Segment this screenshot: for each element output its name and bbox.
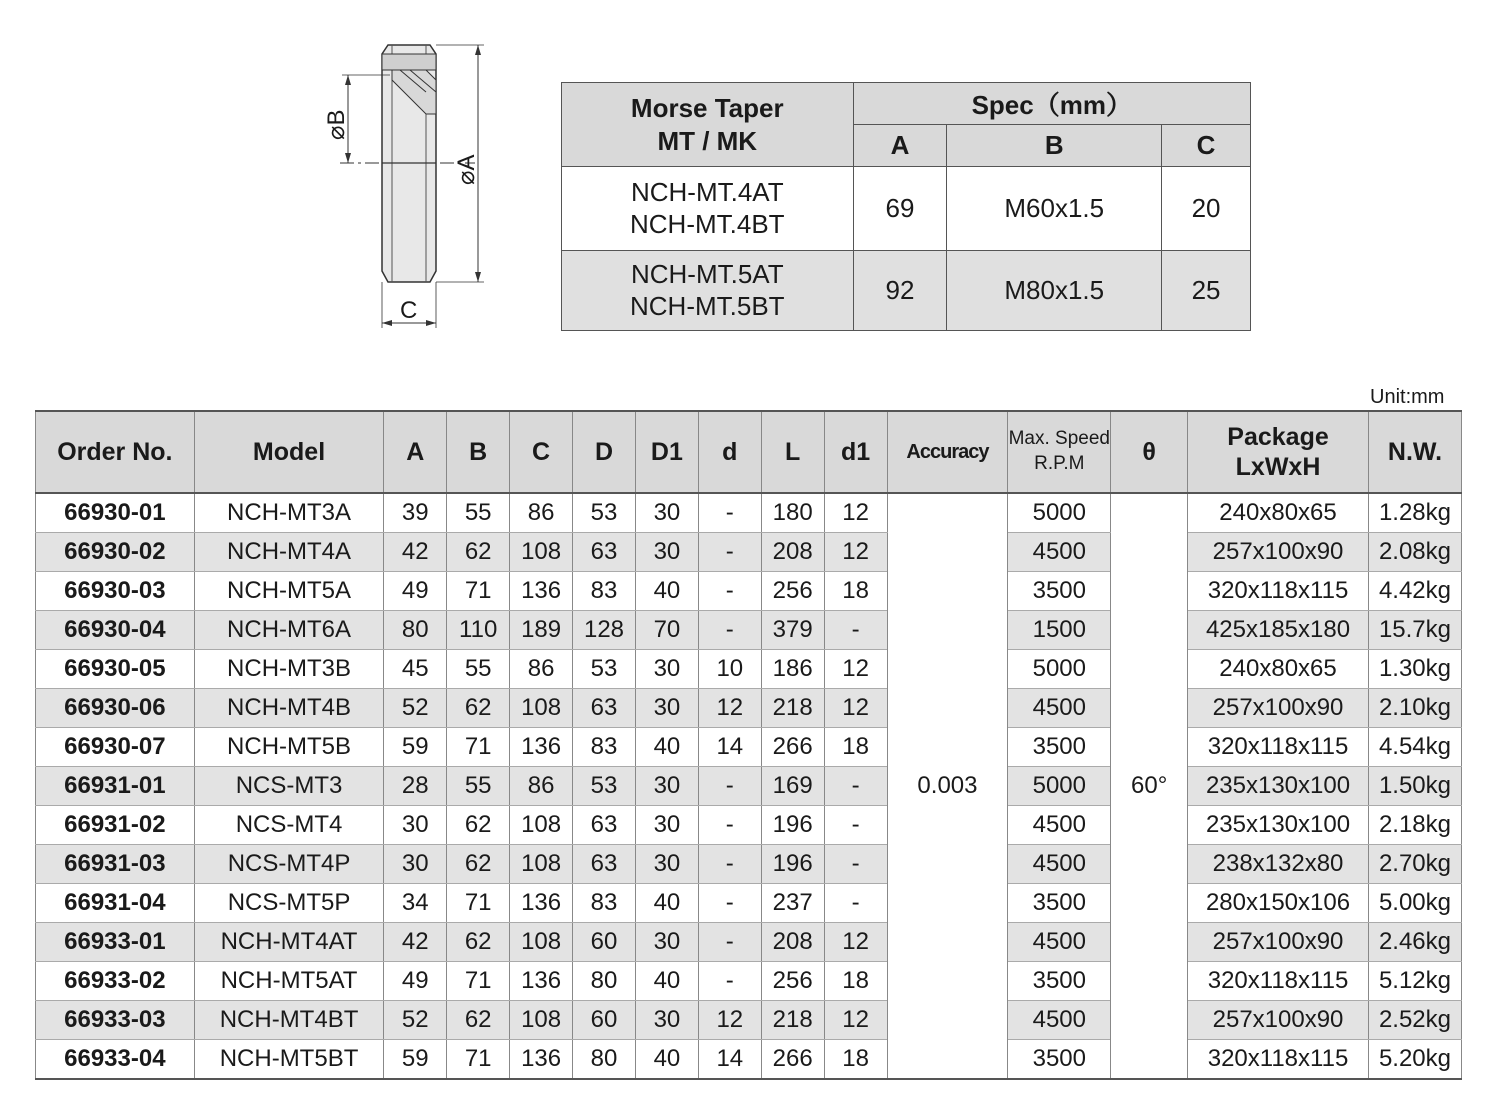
cell-l: 218: [761, 689, 824, 728]
col-package: [1188, 411, 1369, 493]
package-line2: LxWxH: [1235, 453, 1321, 481]
cell-b: 62: [447, 845, 510, 884]
cell-d1: 18: [824, 962, 887, 1001]
order-table: [35, 410, 1462, 1080]
cell-speed: 3500: [1008, 962, 1111, 1001]
cell-speed: 4500: [1008, 845, 1111, 884]
cell-d1-cap: 30: [635, 689, 698, 728]
cell-model: NCS-MT4: [194, 806, 384, 845]
spec-row: [562, 167, 1251, 251]
cell-a: 34: [384, 884, 447, 923]
table-row: [36, 533, 1462, 572]
cell-package: 320x118x115: [1188, 962, 1369, 1001]
cell-d-cap: 83: [573, 884, 636, 923]
cell-b: 55: [447, 493, 510, 533]
cell-d1: 12: [824, 533, 887, 572]
cell-d1: 18: [824, 572, 887, 611]
cell-speed: 4500: [1008, 923, 1111, 962]
col-d: d: [698, 411, 761, 493]
cell-speed: 5000: [1008, 767, 1111, 806]
cell-nw: 5.12kg: [1368, 962, 1461, 1001]
theta-value: 60°: [1111, 493, 1188, 1079]
cell-d1-cap: 30: [635, 650, 698, 689]
cell-a: 30: [384, 806, 447, 845]
cell-d: -: [698, 923, 761, 962]
morse-header-line2: MT / MK: [657, 125, 758, 156]
cell-l: 237: [761, 884, 824, 923]
cell-d1-cap: 40: [635, 962, 698, 1001]
cell-b: 55: [447, 767, 510, 806]
col-a: A: [384, 411, 447, 493]
cell-d1: 12: [824, 650, 887, 689]
table-row: [36, 493, 1462, 533]
cell-order: 66930-07: [36, 728, 195, 767]
cell-b: 55: [447, 650, 510, 689]
unit-label: Unit:mm: [1370, 386, 1445, 408]
col-c: C: [510, 411, 573, 493]
cell-order: 66933-02: [36, 962, 195, 1001]
table-row: [36, 806, 1462, 845]
cell-nw: 1.28kg: [1368, 493, 1461, 533]
cell-a: 28: [384, 767, 447, 806]
cell-b: 62: [447, 1001, 510, 1040]
cell-d-cap: 63: [573, 806, 636, 845]
cell-a: 45: [384, 650, 447, 689]
cell-nw: 2.08kg: [1368, 533, 1461, 572]
cell-a: 59: [384, 728, 447, 767]
max-speed-line1: Max. Speed: [1008, 428, 1110, 450]
cell-order: 66931-02: [36, 806, 195, 845]
cell-a: 49: [384, 572, 447, 611]
cell-d1-cap: 40: [635, 572, 698, 611]
cell-package: 235x130x100: [1188, 806, 1369, 845]
cell-d-cap: 83: [573, 572, 636, 611]
cell-model: NCH-MT4AT: [194, 923, 384, 962]
cell-a: 42: [384, 923, 447, 962]
cell-d-cap: 83: [573, 728, 636, 767]
spec-b: M80x1.5: [947, 251, 1162, 331]
dim-c-label: C: [400, 297, 418, 324]
cell-package: 240x80x65: [1188, 493, 1369, 533]
cell-a: 42: [384, 533, 447, 572]
max-speed-line2: R.P.M: [1034, 453, 1085, 474]
cell-speed: 5000: [1008, 650, 1111, 689]
cell-nw: 2.70kg: [1368, 845, 1461, 884]
dim-a-label: ⌀A: [453, 154, 480, 185]
cell-d1: 12: [824, 1001, 887, 1040]
cell-c: 136: [510, 962, 573, 1001]
cell-c: 136: [510, 572, 573, 611]
cell-l: 218: [761, 1001, 824, 1040]
cell-model: NCH-MT6A: [194, 611, 384, 650]
cell-nw: 5.00kg: [1368, 884, 1461, 923]
cell-d1: -: [824, 767, 887, 806]
cell-d1: 12: [824, 493, 887, 533]
cell-d1-cap: 30: [635, 806, 698, 845]
cell-c: 108: [510, 533, 573, 572]
dim-b-label: ⌀B: [323, 109, 350, 140]
cell-nw: 2.52kg: [1368, 1001, 1461, 1040]
cell-b: 110: [447, 611, 510, 650]
cell-order: 66930-03: [36, 572, 195, 611]
cell-model: NCH-MT5BT: [194, 1040, 384, 1080]
cell-speed: 3500: [1008, 884, 1111, 923]
cell-d-cap: 53: [573, 493, 636, 533]
cell-c: 108: [510, 806, 573, 845]
table-row: [36, 1040, 1462, 1080]
cell-package: 238x132x80: [1188, 845, 1369, 884]
cell-d: 14: [698, 1040, 761, 1080]
cell-a: 52: [384, 689, 447, 728]
cell-order: 66931-01: [36, 767, 195, 806]
cell-c: 108: [510, 1001, 573, 1040]
col-b: B: [447, 411, 510, 493]
cell-l: 196: [761, 806, 824, 845]
cell-a: 59: [384, 1040, 447, 1080]
cell-package: 280x150x106: [1188, 884, 1369, 923]
cell-b: 62: [447, 806, 510, 845]
cell-order: 66931-04: [36, 884, 195, 923]
cell-order: 66933-01: [36, 923, 195, 962]
cell-d-cap: 80: [573, 1040, 636, 1080]
cell-a: 49: [384, 962, 447, 1001]
col-model: Model: [194, 411, 384, 493]
cell-d: -: [698, 767, 761, 806]
cell-order: 66930-02: [36, 533, 195, 572]
spec-c: 20: [1162, 167, 1251, 251]
cell-d1-cap: 40: [635, 728, 698, 767]
cell-d-cap: 60: [573, 1001, 636, 1040]
cell-d-cap: 53: [573, 767, 636, 806]
cell-speed: 4500: [1008, 689, 1111, 728]
cell-d1-cap: 40: [635, 884, 698, 923]
spec-row: [562, 251, 1251, 331]
cell-b: 71: [447, 1040, 510, 1080]
cell-d-cap: 63: [573, 689, 636, 728]
cell-c: 136: [510, 1040, 573, 1080]
cell-c: 108: [510, 923, 573, 962]
spec-table: [561, 82, 1251, 331]
cell-speed: 3500: [1008, 572, 1111, 611]
cell-l: 266: [761, 728, 824, 767]
cell-c: 86: [510, 767, 573, 806]
cell-d1: 12: [824, 689, 887, 728]
col-theta: θ: [1111, 411, 1188, 493]
cell-b: 62: [447, 923, 510, 962]
accuracy-value: 0.003: [887, 493, 1008, 1079]
cell-speed: 4500: [1008, 533, 1111, 572]
part-drawing: [300, 30, 500, 340]
spec-model: [562, 167, 854, 251]
cell-nw: 4.54kg: [1368, 728, 1461, 767]
cell-model: NCH-MT3A: [194, 493, 384, 533]
cell-a: 52: [384, 1001, 447, 1040]
table-row: [36, 884, 1462, 923]
cell-package: 257x100x90: [1188, 1001, 1369, 1040]
cell-d: -: [698, 572, 761, 611]
cell-speed: 1500: [1008, 611, 1111, 650]
cell-d1-cap: 30: [635, 845, 698, 884]
cell-speed: 4500: [1008, 1001, 1111, 1040]
cell-d: -: [698, 533, 761, 572]
col-accuracy: Accuracy: [887, 411, 1008, 493]
morse-header-line1: Morse Taper: [630, 93, 784, 123]
spec-b-header: B: [947, 125, 1162, 167]
cell-d1-cap: 30: [635, 767, 698, 806]
col-order-no: Order No.: [36, 411, 195, 493]
cell-model: NCH-MT4B: [194, 689, 384, 728]
cell-model: NCH-MT3B: [194, 650, 384, 689]
cell-speed: 5000: [1008, 493, 1111, 533]
cell-l: 208: [761, 533, 824, 572]
cell-d-cap: 63: [573, 845, 636, 884]
spec-model-line2: NCH-MT.5BT: [629, 290, 785, 321]
cell-d1: -: [824, 884, 887, 923]
spec-c-header: C: [1162, 125, 1251, 167]
col-d-cap: D: [573, 411, 636, 493]
cell-nw: 2.10kg: [1368, 689, 1461, 728]
cell-l: 379: [761, 611, 824, 650]
cell-c: 136: [510, 728, 573, 767]
cell-nw: 15.7kg: [1368, 611, 1461, 650]
cell-package: 425x185x180: [1188, 611, 1369, 650]
cell-nw: 5.20kg: [1368, 1040, 1461, 1080]
cell-b: 71: [447, 572, 510, 611]
cell-d1-cap: 30: [635, 1001, 698, 1040]
morse-taper-header: [562, 83, 854, 167]
cell-l: 180: [761, 493, 824, 533]
spec-a: 92: [853, 251, 947, 331]
cell-model: NCS-MT5P: [194, 884, 384, 923]
spec-model: [562, 251, 854, 331]
col-l: L: [761, 411, 824, 493]
cell-d-cap: 63: [573, 533, 636, 572]
cell-d: 12: [698, 1001, 761, 1040]
table-row: [36, 728, 1462, 767]
table-row: [36, 923, 1462, 962]
col-d1: d1: [824, 411, 887, 493]
cell-d1: 12: [824, 923, 887, 962]
cell-l: 256: [761, 962, 824, 1001]
cell-b: 71: [447, 884, 510, 923]
cell-order: 66931-03: [36, 845, 195, 884]
cell-order: 66933-03: [36, 1001, 195, 1040]
cell-d: -: [698, 845, 761, 884]
cell-d-cap: 53: [573, 650, 636, 689]
cell-model: NCH-MT4A: [194, 533, 384, 572]
cell-l: 256: [761, 572, 824, 611]
cell-nw: 1.50kg: [1368, 767, 1461, 806]
cell-package: 320x118x115: [1188, 1040, 1369, 1080]
cell-d1: -: [824, 806, 887, 845]
cell-b: 71: [447, 728, 510, 767]
cell-package: 257x100x90: [1188, 689, 1369, 728]
cell-d1-cap: 30: [635, 493, 698, 533]
table-row: [36, 650, 1462, 689]
cell-d1-cap: 30: [635, 923, 698, 962]
table-row: [36, 1001, 1462, 1040]
cell-d: 12: [698, 689, 761, 728]
col-d1-cap: D1: [635, 411, 698, 493]
cell-model: NCS-MT4P: [194, 845, 384, 884]
cell-order: 66930-06: [36, 689, 195, 728]
spec-c: 25: [1162, 251, 1251, 331]
cell-d1: 18: [824, 728, 887, 767]
cell-d-cap: 80: [573, 962, 636, 1001]
spec-model-line2: NCH-MT.4BT: [629, 208, 785, 239]
spec-a: 69: [853, 167, 947, 251]
cell-d: 14: [698, 728, 761, 767]
table-row: [36, 689, 1462, 728]
col-max-speed: [1008, 411, 1111, 493]
cell-b: 71: [447, 962, 510, 1001]
cell-d1-cap: 30: [635, 533, 698, 572]
cell-c: 136: [510, 884, 573, 923]
cell-nw: 1.30kg: [1368, 650, 1461, 689]
cell-d1: 18: [824, 1040, 887, 1080]
cell-speed: 3500: [1008, 1040, 1111, 1080]
cell-package: 235x130x100: [1188, 767, 1369, 806]
spec-model-line1: NCH-MT.5AT: [630, 259, 784, 290]
cell-a: 39: [384, 493, 447, 533]
cell-d: 10: [698, 650, 761, 689]
cell-l: 186: [761, 650, 824, 689]
cell-d-cap: 128: [573, 611, 636, 650]
cell-a: 80: [384, 611, 447, 650]
cell-nw: 2.46kg: [1368, 923, 1461, 962]
cell-c: 108: [510, 845, 573, 884]
package-line1: Package: [1227, 423, 1329, 451]
cell-c: 189: [510, 611, 573, 650]
cell-order: 66930-05: [36, 650, 195, 689]
table-row: [36, 572, 1462, 611]
cell-order: 66930-04: [36, 611, 195, 650]
table-row: [36, 611, 1462, 650]
cell-l: 196: [761, 845, 824, 884]
cell-model: NCH-MT5B: [194, 728, 384, 767]
cell-package: 240x80x65: [1188, 650, 1369, 689]
cell-model: NCS-MT3: [194, 767, 384, 806]
spec-b: M60x1.5: [947, 167, 1162, 251]
spec-a-header: A: [853, 125, 947, 167]
cell-d1-cap: 40: [635, 1040, 698, 1080]
cell-package: 320x118x115: [1188, 728, 1369, 767]
cell-b: 62: [447, 689, 510, 728]
cell-d: -: [698, 884, 761, 923]
table-row: [36, 962, 1462, 1001]
cell-nw: 4.42kg: [1368, 572, 1461, 611]
cell-nw: 2.18kg: [1368, 806, 1461, 845]
cell-d-cap: 60: [573, 923, 636, 962]
cell-d1-cap: 70: [635, 611, 698, 650]
cell-order: 66930-01: [36, 493, 195, 533]
cell-package: 257x100x90: [1188, 923, 1369, 962]
cell-speed: 3500: [1008, 728, 1111, 767]
cell-model: NCH-MT5A: [194, 572, 384, 611]
cell-package: 320x118x115: [1188, 572, 1369, 611]
spec-model-line1: NCH-MT.4AT: [630, 177, 784, 208]
table-row: [36, 767, 1462, 806]
cell-b: 62: [447, 533, 510, 572]
cell-model: NCH-MT5AT: [194, 962, 384, 1001]
cell-c: 86: [510, 493, 573, 533]
cell-d: -: [698, 493, 761, 533]
cell-d: -: [698, 806, 761, 845]
cell-d1: -: [824, 611, 887, 650]
cell-order: 66933-04: [36, 1040, 195, 1080]
table-row: [36, 845, 1462, 884]
cell-c: 86: [510, 650, 573, 689]
cell-l: 208: [761, 923, 824, 962]
cell-d: -: [698, 611, 761, 650]
col-nw: N.W.: [1368, 411, 1461, 493]
cell-c: 108: [510, 689, 573, 728]
cell-speed: 4500: [1008, 806, 1111, 845]
cell-l: 169: [761, 767, 824, 806]
cell-l: 266: [761, 1040, 824, 1080]
cell-d1: -: [824, 845, 887, 884]
cell-d: -: [698, 962, 761, 1001]
cell-a: 30: [384, 845, 447, 884]
cell-model: NCH-MT4BT: [194, 1001, 384, 1040]
spec-header: Spec（mm）: [853, 83, 1250, 125]
cell-package: 257x100x90: [1188, 533, 1369, 572]
